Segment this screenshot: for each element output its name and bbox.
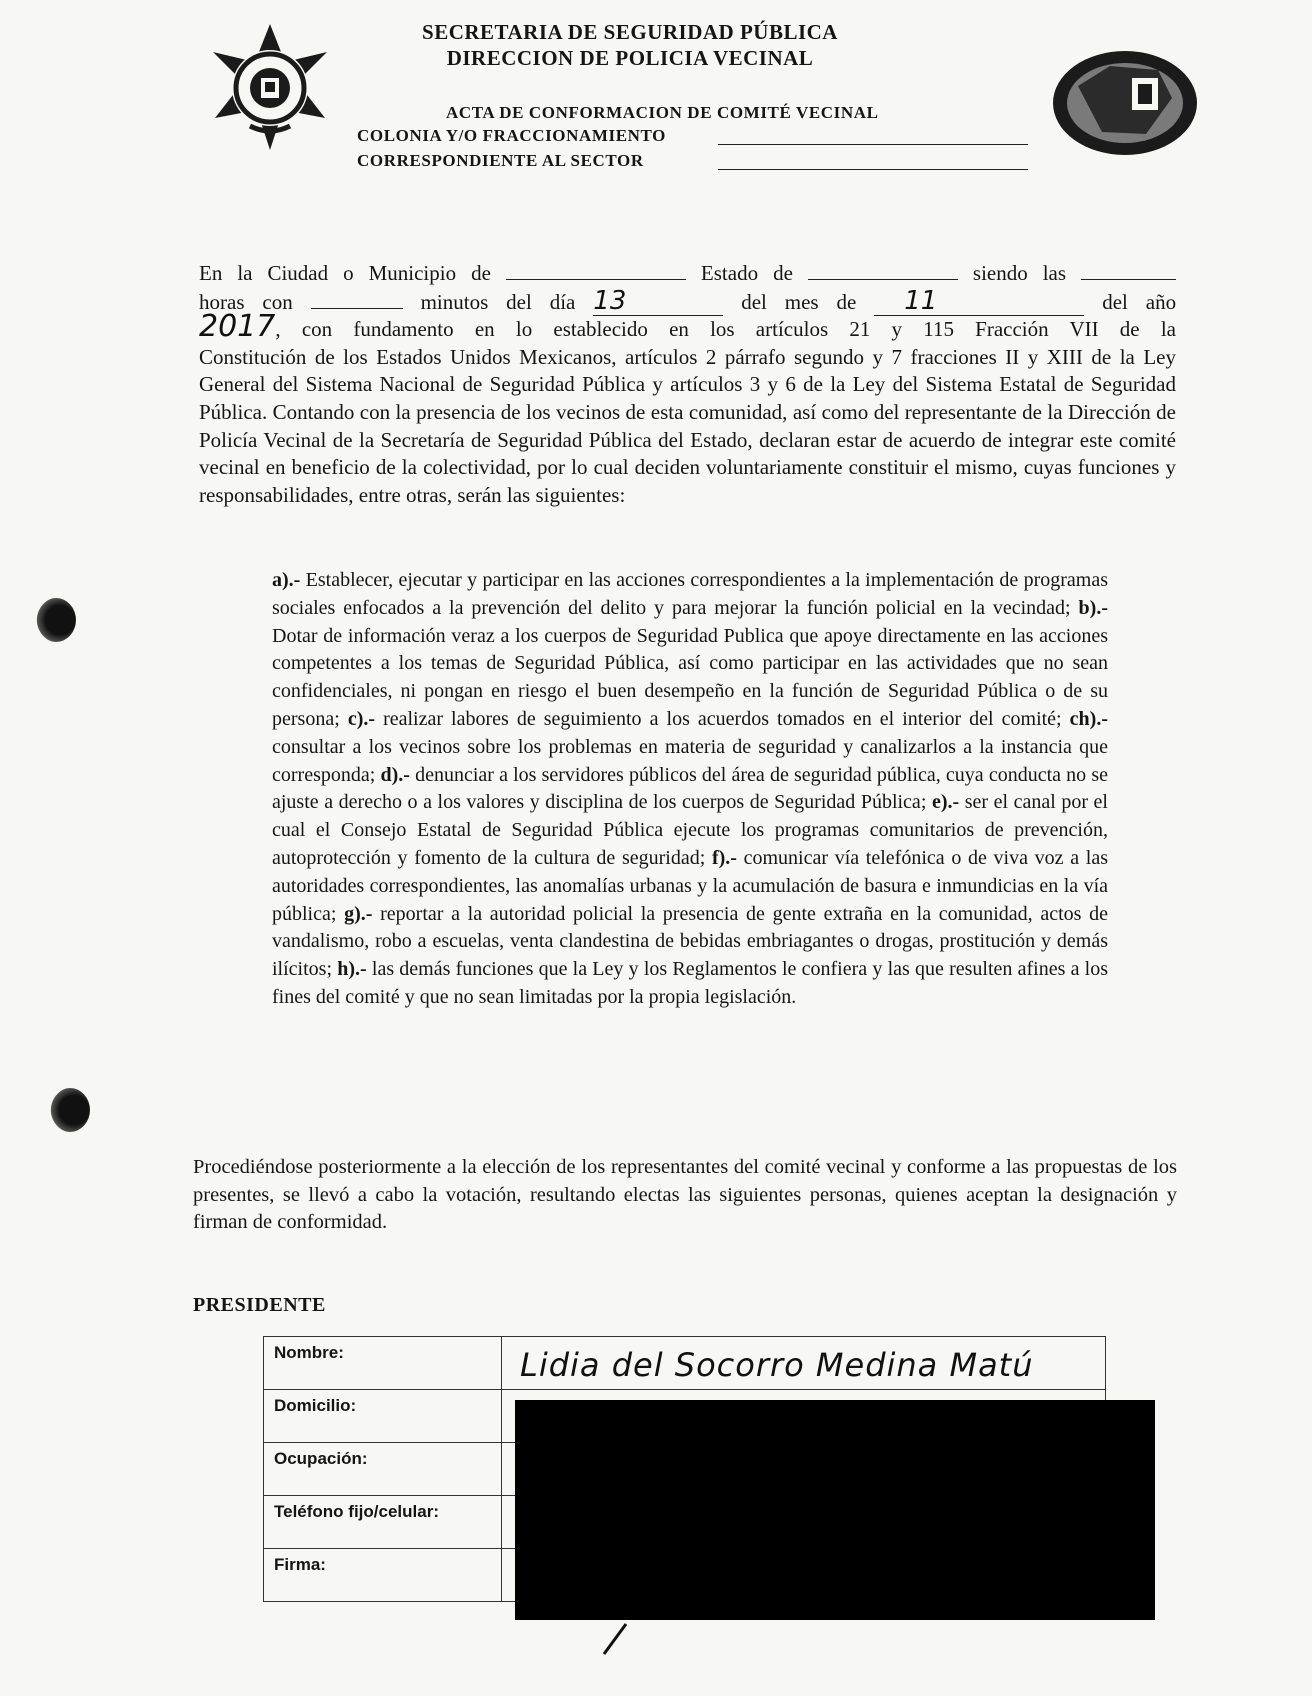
- horas-blank: [1081, 261, 1176, 280]
- intro-line-1: En la Ciudad o Municipio de Estado de siendo las: [199, 260, 1176, 288]
- month-handwritten: 11: [874, 288, 1084, 317]
- field-label: Ocupación:: [264, 1443, 502, 1496]
- function-text: denunciar a los servidores públicos del área de seguridad pública, cuya conducta no se ajuste a derecho o a los valores y disciplina de los cuerpos de Seguridad Pública;: [272, 763, 1108, 814]
- field-label: Teléfono fijo/celular:: [264, 1496, 502, 1549]
- state-council-seal-icon: [1050, 48, 1200, 158]
- closing-paragraph: Procediéndose posteriormente a la elección de los representantes del comité vecinal y conforme a las propuestas de los presentes, se llevó a cabo la votación, resultando electas las siguientes personas, quienes aceptan la designación y firman de conformidad.: [193, 1156, 1177, 1233]
- intro-paragraph: [199, 260, 1176, 509]
- intro-line-2: horas con minutos del día 13 del mes de 11 del año: [199, 285, 1177, 316]
- header-line-2: DIRECCION DE POLICIA VECINAL: [446, 46, 814, 70]
- function-text: comunicar vía telefónica o de viva voz a las autoridades correspondientes, las anomalías urbanas y la acumulación de basura e inmundicias en la vía pública;: [272, 846, 1108, 925]
- function-text: las demás funciones que la Ley y los Reglamentos le confiera y las que resulten afines a los fines del comité y que no sean limitadas por la propia legislación.: [272, 958, 1108, 1008]
- sector-label: CORRESPONDIENTE AL SECTOR: [357, 151, 644, 170]
- function-text: Dotar de información veraz a los cuerpos de Seguridad Publica que apoye directamente en las acciones competentes a los temas de Seguridad Pública, así como participar en las actividades que no sean confidenciales, ni pongan en riesgo el buen desempeño en la función de Seguridad Pública o de su persona;: [272, 624, 1108, 730]
- acta-title: ACTA DE CONFORMACION DE COMITÉ VECINAL: [446, 103, 879, 122]
- punch-hole: [36, 598, 76, 642]
- intro-line-3: 2017, con fundamento en lo establecido en los artículos 21 y 115 Fracción VII de la: [199, 309, 1176, 345]
- function-text: consultar a los vecinos sobre los problemas en materia de seguridad y canalizarlos a la instancia que corresponda;: [272, 735, 1108, 786]
- function-text: ser el canal por el cual el Consejo Estatal de Seguridad Pública ejecute los programas comunitarios de prevención, autoprotección y fomento de la cultura de seguridad;: [272, 791, 1108, 869]
- function-text: reportar a la autoridad policial la presencia de gente extraña en la comunidad, actos de vandalismo, robo a escuelas, venta clandestina de bebidas embriagantes o drogas, prostitución y demás ilícitos;: [272, 902, 1108, 981]
- field-label: Domicilio:: [264, 1390, 502, 1443]
- intro-body: Constitución de los Estados Unidos Mexicanos, artículos 2 párrafo segundo y 7 fracciones II y XIII de la Ley General del Sistema Nacional de Seguridad Pública y artículos 3 y 6 de la Ley del Sistema Estatal de Seguridad Pública. Contando con la presencia de los vecinos de esta comunidad, así como del representante de la Dirección de Policía Vecinal de la Secretaría de Seguridad Pública del Estado, declaran estar de acuerdo de integrar este comité vecinal en beneficio de la colectividad, por lo cual deciden voluntariamente constituir el mismo, cuyas funciones y responsabilidades, entre otras, serán las siguientes:: [199, 344, 1176, 507]
- function-text: realizar labores de seguimiento a los acuerdos tomados en el interior del comité;: [375, 707, 1070, 730]
- function-key: f).-: [711, 846, 737, 869]
- function-key: g).-: [344, 902, 373, 925]
- estado-blank: [808, 261, 958, 280]
- function-key: e).-: [931, 791, 960, 814]
- sector-blank: [718, 169, 1028, 170]
- redaction-block: [515, 1400, 1155, 1620]
- pen-stroke: [600, 1622, 630, 1656]
- field-label: Nombre:: [264, 1337, 502, 1390]
- function-key: d).-: [380, 763, 410, 786]
- police-star-badge-icon: [205, 22, 335, 152]
- municipio-blank: [506, 261, 686, 280]
- functions-list: [272, 567, 1108, 1012]
- colonia-blank: [718, 144, 1028, 145]
- president-name-handwritten: Lidia del Socorro Medina Matú: [520, 1346, 1034, 1384]
- function-key: b).-: [1078, 596, 1108, 619]
- header-line-1: SECRETARIA DE SEGURIDAD PÚBLICA: [422, 20, 838, 44]
- function-key: a).-: [272, 569, 301, 591]
- field-label: Firma:: [264, 1549, 502, 1602]
- function-key: c).-: [347, 707, 376, 730]
- function-text: Establecer, ejecutar y participar en las acciones correspondientes a la implementación de programas sociales enfocados a la prevención del delito y para mejorar la función policial en la vecindad;: [272, 569, 1108, 619]
- president-section-label: PRESIDENTE: [193, 1294, 326, 1316]
- colonia-label: COLONIA Y/O FRACCIONAMIENTO: [357, 126, 667, 145]
- punch-hole: [50, 1088, 90, 1132]
- year-handwritten: 2017: [199, 309, 276, 345]
- function-key: h).-: [337, 958, 367, 981]
- minutos-blank: [311, 290, 403, 309]
- function-key: ch).-: [1069, 707, 1108, 730]
- day-handwritten: 13: [593, 288, 723, 317]
